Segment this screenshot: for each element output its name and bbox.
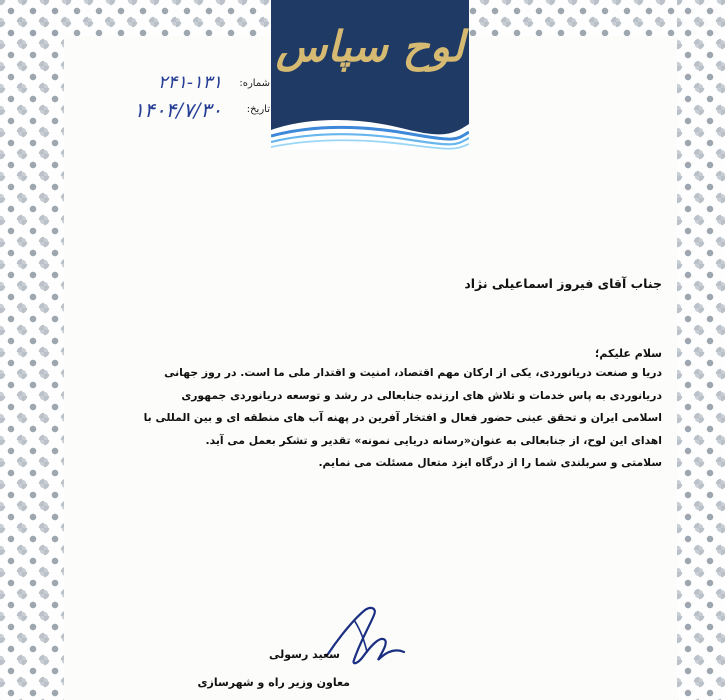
signer-name: سعید رسولی <box>268 648 340 661</box>
date-value: ۱۴۰۴/۷/۳۰ <box>133 98 222 122</box>
date-label: تاریخ: <box>246 104 270 115</box>
greeting: سلام علیکم؛ <box>595 347 662 360</box>
certificate-title: لوح سپاس <box>275 22 465 71</box>
letter-line: دریا و صنعت دریانوردی، یکی از ارکان مهم اقتصاد، امنیت و اقتدار ملی ما است. در روز جهانی <box>164 366 662 379</box>
number-value: ۲۴۱-۱۳۱ <box>157 72 222 93</box>
letter-line: دریانوردی به پاس خدمات و تلاش های ارزنده جنابعالی در رشد و توسعه دریانوردی جمهوری <box>181 388 662 402</box>
letter-line: اسلامی ایران و تحقق عینی حضور فعال و افتخار آفرین در پهنه آب های منطقه ای و بین المللی با <box>143 411 662 424</box>
reference-box <box>100 72 270 124</box>
title-banner <box>271 0 469 150</box>
ornamental-border-left <box>0 0 64 700</box>
letter-line: سلامتی و سربلندی شما را از درگاه ایزد متعال مسئلت می نمایم. <box>318 456 662 469</box>
wave-ornament-icon <box>271 106 469 150</box>
date-row <box>100 98 270 124</box>
recipient-name: جناب آقای فیروز اسماعیلی نژاد <box>464 276 662 291</box>
letter-line: اهدای این لوح، از جنابعالی به عنوان«رسانه دریایی نمونه» تقدیر و تشکر بعمل می آید. <box>205 433 662 447</box>
number-row <box>100 72 270 98</box>
signer-title: معاون وزیر راه و شهرسازی <box>197 676 350 689</box>
ornamental-border-right <box>677 0 725 700</box>
letter-body <box>72 347 662 479</box>
number-label: شماره: <box>239 78 270 89</box>
